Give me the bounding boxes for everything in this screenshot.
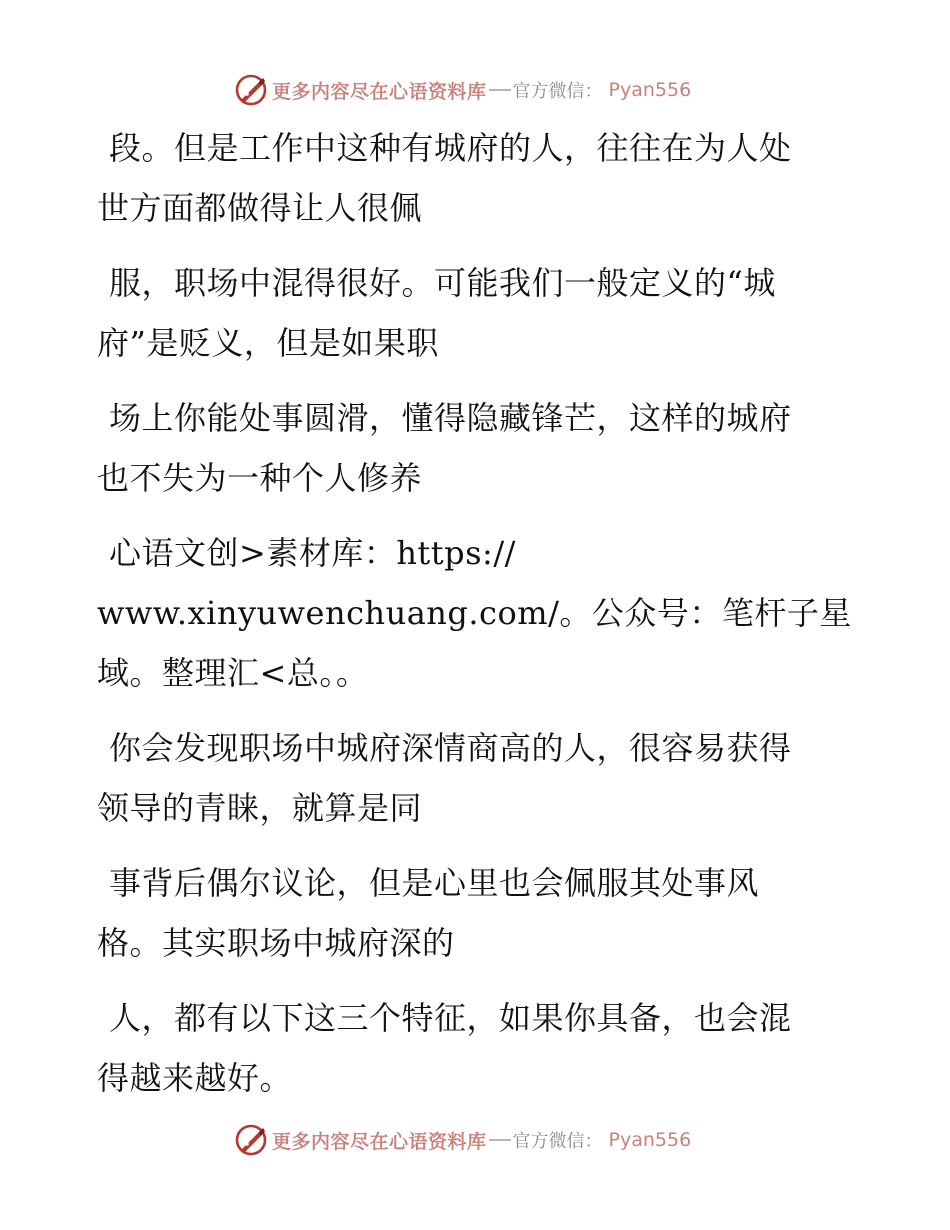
paragraph-line: 格。其实职场中城府深的 — [97, 924, 455, 962]
paragraph-2 — [97, 253, 832, 373]
paragraph-7 — [97, 988, 832, 1108]
paragraph-line: 场上你能处事圆滑，懂得隐藏锋芒，这样的城府 — [109, 399, 792, 437]
footer-banner-content — [234, 1120, 691, 1160]
document-body — [97, 118, 852, 1123]
header-banner-text: 更多内容尽在心语资料库 — [272, 80, 487, 103]
header-wechat-label: 官方微信： — [512, 81, 603, 102]
paragraph-5 — [97, 718, 832, 838]
paragraph-1 — [97, 118, 832, 238]
paragraph-line: 府”是贬义，但是如果职 — [97, 324, 439, 362]
paragraph-line: 世方面都做得让人很佩 — [97, 189, 423, 227]
footer-wechat-id: Pyan556 — [608, 1129, 692, 1151]
header-wechat-id: Pyan556 — [608, 79, 692, 101]
footer-banner-dash — [489, 1139, 511, 1141]
header-banner-dash — [489, 89, 511, 91]
paragraph-line: 你会发现职场中城府深情商高的人，很容易获得 — [109, 729, 792, 767]
paragraph-line: 域。整理汇<总。。 — [97, 654, 369, 692]
paragraph-line: 领导的青睐，就算是同 — [97, 789, 423, 827]
paragraph-line: 也不失为一种个人修养 — [97, 459, 423, 497]
header-banner-content — [234, 70, 691, 110]
header-banner — [0, 70, 950, 110]
footer-banner-text: 更多内容尽在心语资料库 — [272, 1130, 487, 1153]
paragraph-line: 事背后偶尔议论，但是心里也会佩服其处事风 — [109, 864, 760, 902]
paragraph-3 — [97, 388, 832, 508]
paragraph-line: 心语文创>素材库：https:// — [109, 534, 516, 572]
paragraph-line: 段。但是工作中这种有城府的人，往往在为人处 — [109, 129, 792, 167]
paragraph-4 — [97, 523, 852, 703]
paragraph-line: 人，都有以下这三个特征，如果你具备，也会混 — [109, 999, 792, 1037]
pen-logo-icon — [234, 1123, 268, 1157]
paragraph-6 — [97, 853, 832, 973]
footer-wechat-label: 官方微信： — [512, 1131, 603, 1152]
paragraph-line: 得越来越好。 — [97, 1059, 293, 1097]
paragraph-line: 服，职场中混得很好。可能我们一般定义的“城 — [109, 264, 776, 302]
footer-banner — [0, 1120, 950, 1160]
pen-logo-icon — [234, 73, 268, 107]
paragraph-line: www.xinyuwenchuang.com/。公众号：笔杆子星 — [97, 594, 852, 632]
